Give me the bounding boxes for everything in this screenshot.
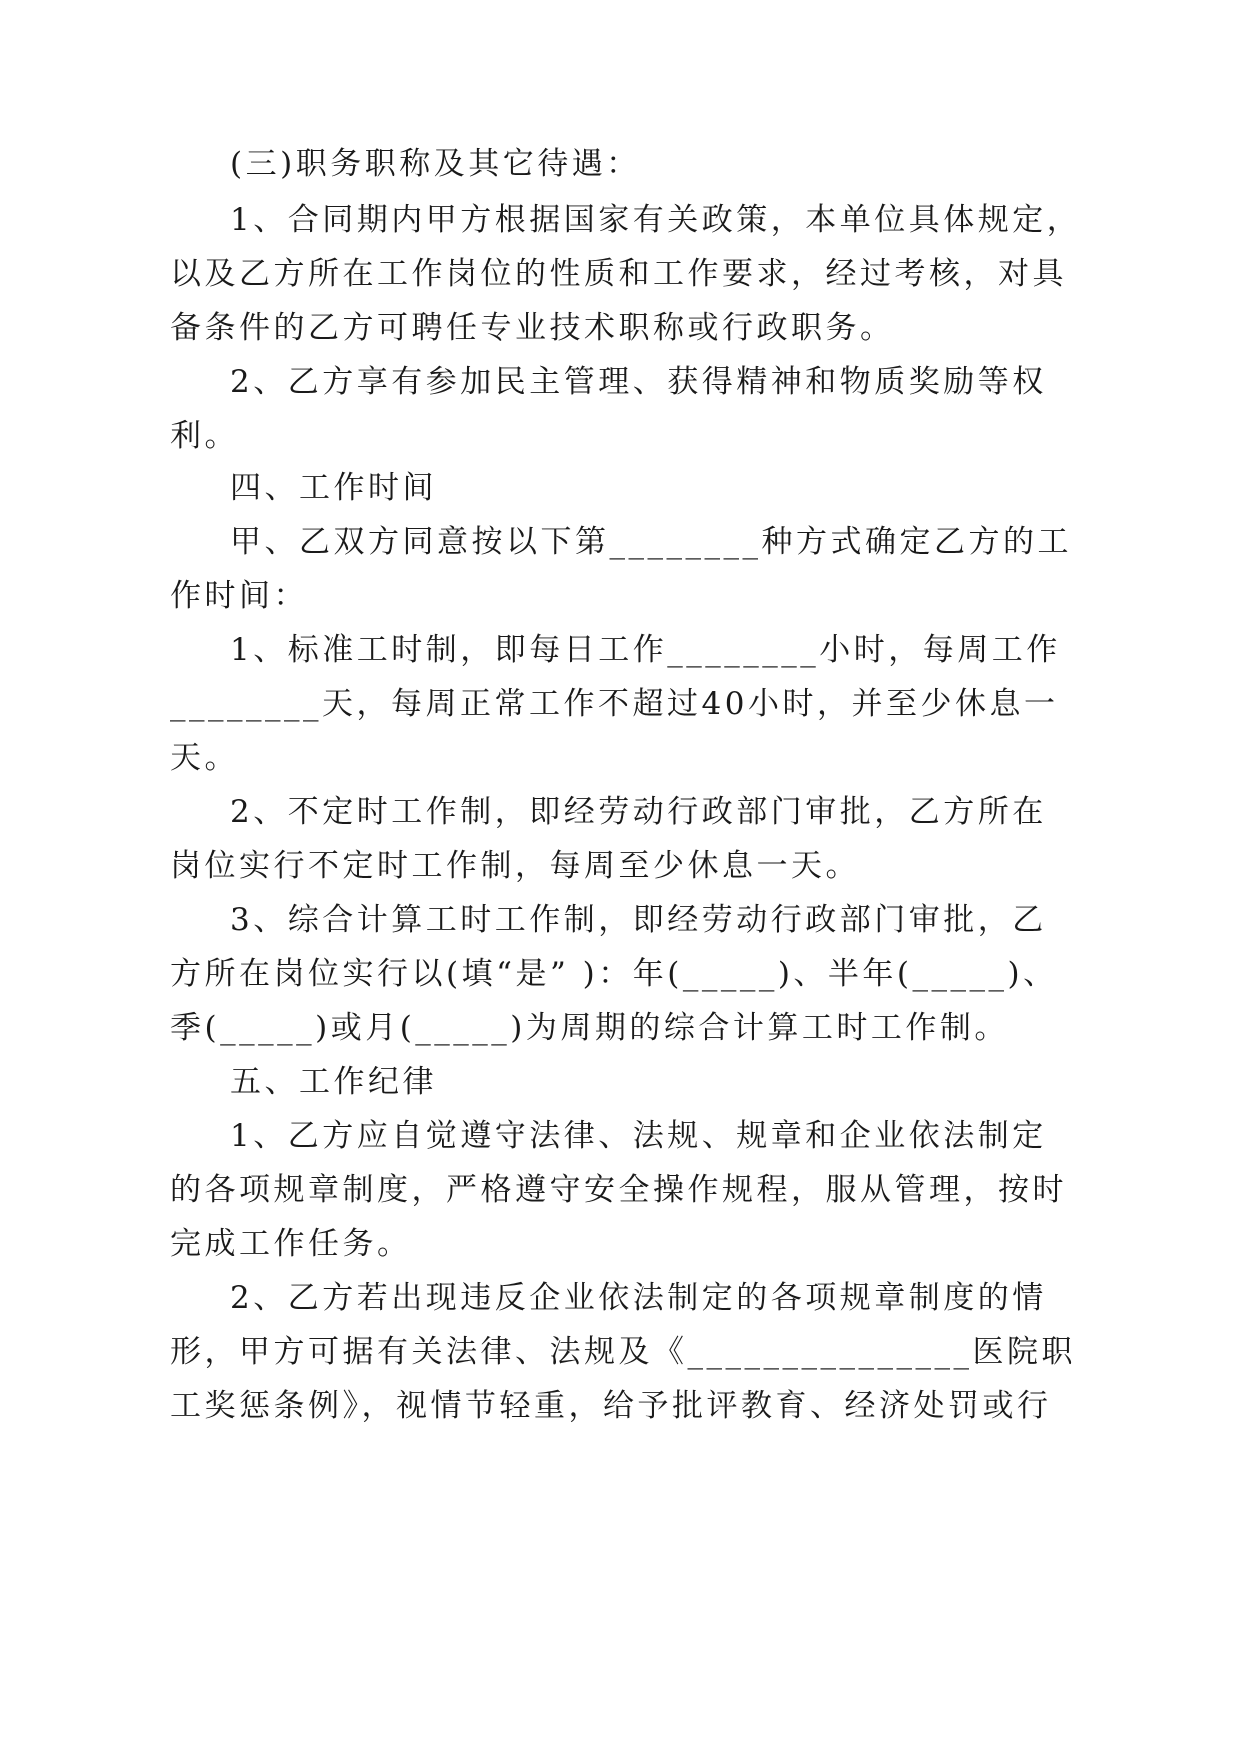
section-heading-discipline: 五、工作纪律 xyxy=(230,1064,437,1100)
paragraph-line: 工奖惩条例》，视情节轻重，给予批评教育、经济处罚或行 xyxy=(170,1388,1052,1424)
paragraph-line: ________天，每周正常工作不超过40小时，并至少休息一 xyxy=(170,686,1059,722)
paragraph-line: 的各项规章制度，严格遵守安全操作规程，服从管理，按时 xyxy=(170,1172,1067,1208)
paragraph-line: 3、综合计算工时工作制，即经劳动行政部门审批，乙 xyxy=(230,902,1047,938)
section-heading-benefits: (三)职务职称及其它待遇： xyxy=(230,146,641,182)
paragraph-line: 方所在岗位实行以(填“是” )：年(_____)、半年(_____)、 xyxy=(170,956,1058,992)
paragraph-line: 季(_____)或月(_____)为周期的综合计算工时工作制。 xyxy=(170,1010,1009,1046)
paragraph-line: 岗位实行不定时工作制，每周至少休息一天。 xyxy=(170,848,860,884)
paragraph-line: 1、合同期内甲方根据国家有关政策，本单位具体规定， xyxy=(230,202,1082,238)
paragraph-line: 1、乙方应自觉遵守法律、法规、规章和企业依法制定 xyxy=(230,1118,1047,1154)
paragraph-line: 以及乙方所在工作岗位的性质和工作要求，经过考核，对具 xyxy=(170,256,1067,292)
paragraph-line: 1、标准工时制，即每日工作________小时，每周工作 xyxy=(230,632,1061,668)
paragraph-line: 2、不定时工作制，即经劳动行政部门审批，乙方所在 xyxy=(230,794,1047,830)
section-heading-work-time: 四、工作时间 xyxy=(230,470,437,506)
paragraph-line: 2、乙方享有参加民主管理、获得精神和物质奖励等权 xyxy=(230,364,1047,400)
paragraph-line: 利。 xyxy=(170,418,239,454)
paragraph-line: 备条件的乙方可聘任专业技术职称或行政职务。 xyxy=(170,310,895,346)
paragraph-line: 完成工作任务。 xyxy=(170,1226,412,1262)
paragraph-line: 甲、乙双方同意按以下第________种方式确定乙方的工 xyxy=(230,524,1072,560)
paragraph-line: 形，甲方可据有关法律、法规及《_______________医院职 xyxy=(170,1334,1076,1370)
paragraph-line: 天。 xyxy=(170,740,239,776)
paragraph-line: 2、乙方若出现违反企业依法制定的各项规章制度的情 xyxy=(230,1280,1047,1316)
paragraph-line: 作时间： xyxy=(170,578,308,614)
